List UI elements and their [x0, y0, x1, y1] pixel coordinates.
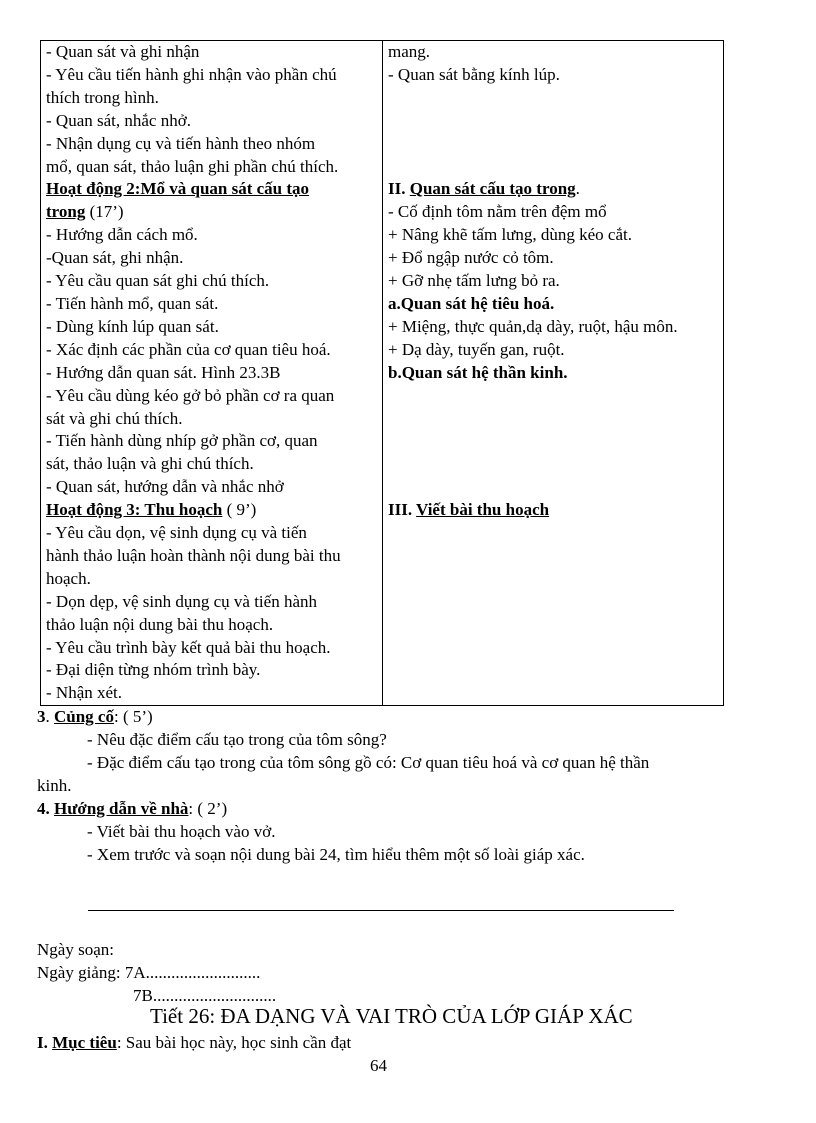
- activity-line: [46, 568, 378, 591]
- paragraph-line: [37, 1033, 351, 1053]
- text-run: + Miệng, thực quản,dạ dày, ruột, hậu môn.: [388, 316, 678, 336]
- text-run: (17’): [85, 202, 124, 222]
- content-line: [388, 682, 719, 705]
- content-line: [388, 637, 719, 660]
- text-run: b.Quan sát hệ thần kinh.: [388, 362, 568, 382]
- text-run: Quan sát cấu tạo trong: [409, 179, 576, 199]
- teacher-student-activities-cell: [41, 41, 383, 706]
- text-run: + Đổ ngập nước cỏ tôm.: [388, 248, 554, 268]
- activity-line: [46, 178, 378, 201]
- text-run: + Gỡ nhẹ tấm lưng bỏ ra.: [388, 271, 560, 291]
- text-run: thảo luận nội dung bài thu hoạch.: [46, 614, 274, 634]
- paragraph-line: [37, 963, 260, 983]
- text-run: : ( 2’): [188, 799, 228, 818]
- text-run: thích trong hình.: [46, 87, 159, 107]
- content-line: [388, 659, 719, 682]
- text-run: - Quan sát và ghi nhận: [46, 42, 200, 61]
- text-run: trong: [46, 202, 86, 222]
- paragraph-line: [37, 799, 227, 819]
- table-row: [41, 41, 724, 706]
- text-run: - Nhận xét.: [46, 683, 123, 703]
- activity-line: [46, 362, 378, 385]
- activity-line: [46, 224, 378, 247]
- text-run: sát và ghi chú thích.: [46, 408, 183, 428]
- content-line: [388, 270, 719, 293]
- text-run: 7B.............................: [133, 986, 277, 1005]
- activity-line: [46, 247, 378, 270]
- content-line: [388, 224, 719, 247]
- text-run: I.: [37, 1033, 53, 1052]
- text-run: - Yêu cầu quan sát ghi chú thích.: [46, 271, 270, 291]
- text-run: Hướng dẫn về nhà: [54, 799, 189, 818]
- text-run: Củng cố: [54, 707, 114, 726]
- text-run: - Viết bài thu hoạch vào vở.: [87, 822, 276, 841]
- activity-line: [46, 682, 378, 705]
- text-run: : Sau bài học này, học sinh cần đạt: [116, 1033, 352, 1052]
- activity-line: [46, 659, 378, 682]
- text-run: hoạch.: [46, 568, 91, 588]
- activity-line: [46, 385, 378, 408]
- text-run: - Yêu cầu dọn, vệ sinh dụng cụ và tiến: [46, 523, 307, 543]
- text-run: - Yêu cầu tiến hành ghi nhận vào phần chú: [46, 64, 337, 84]
- text-run: - Quan sát bằng kính lúp.: [388, 64, 560, 84]
- activity-line: [46, 339, 378, 362]
- activity-line: [46, 293, 378, 316]
- paragraph-line: [37, 753, 649, 773]
- text-run: - Hướng dẫn quan sát. Hình 23.3B: [46, 362, 281, 382]
- content-line: [388, 339, 719, 362]
- text-run: - Quan sát, nhắc nhở.: [46, 110, 191, 130]
- text-run: - Dùng kính lúp quan sát.: [46, 316, 219, 336]
- activity-line: [46, 591, 378, 614]
- activity-line: [46, 545, 378, 568]
- text-run: .: [45, 707, 54, 726]
- activity-line: [46, 430, 378, 453]
- text-run: Hoạt động 2:Mổ và quan sát cấu tạo: [46, 179, 310, 199]
- activity-line: [46, 64, 378, 87]
- content-line: [388, 522, 719, 545]
- text-run: - Dọn dẹp, vệ sinh dụng cụ và tiến hành: [46, 591, 317, 611]
- text-run: hành thảo luận hoàn thành nội dung bài thu: [46, 545, 341, 565]
- text-run: - Đặc điểm cấu tạo trong của tôm sông gồ có: Cơ quan tiêu hoá và cơ quan hệ thần: [87, 753, 650, 772]
- activity-line: [46, 201, 378, 224]
- content-line: [388, 293, 719, 316]
- text-run: II.: [388, 179, 410, 199]
- activity-line: [46, 637, 378, 660]
- text-run: - Đại diện từng nhóm trình bày.: [46, 660, 261, 680]
- text-run: Mục tiêu: [52, 1033, 117, 1052]
- activity-line: [46, 453, 378, 476]
- text-run: - Xem trước và soạn nội dung bài 24, tìm hiểu thêm một số loài giáp xác.: [87, 845, 585, 864]
- text-run: - Xác định các phần của cơ quan tiêu hoá.: [46, 339, 331, 359]
- text-run: - Yêu cầu trình bày kết quả bài thu hoạch.: [46, 637, 331, 657]
- content-line: [388, 385, 719, 408]
- text-run: - Hướng dẫn cách mổ.: [46, 225, 198, 245]
- text-run: : ( 5’): [113, 707, 153, 726]
- text-run: mang.: [388, 42, 431, 61]
- text-run: kinh.: [37, 776, 72, 795]
- content-line: [388, 178, 719, 201]
- content-line: [388, 408, 719, 431]
- text-run: - Tiến hành mổ, quan sát.: [46, 293, 219, 313]
- content-line: [388, 453, 719, 476]
- text-run: III.: [388, 500, 417, 520]
- activity-line: [46, 110, 378, 133]
- text-run: - Tiến hành dùng nhíp gở phần cơ, quan: [46, 431, 318, 451]
- content-line: [388, 156, 719, 179]
- content-line: [388, 133, 719, 156]
- content-line: [388, 476, 719, 499]
- content-line: [388, 316, 719, 339]
- section-divider: [88, 910, 674, 911]
- activity-line: [46, 87, 378, 110]
- activity-line: [46, 270, 378, 293]
- activity-line: [46, 476, 378, 499]
- content-line: [388, 247, 719, 270]
- activity-line: [46, 316, 378, 339]
- text-run: -Quan sát, ghi nhận.: [46, 248, 184, 268]
- text-run: ( 9’): [222, 500, 257, 520]
- lesson-title: Tiết 26: ĐA DẠNG VÀ VAI TRÒ CỦA LỚP GIÁP XÁC: [150, 1004, 633, 1028]
- activity-line: [46, 133, 378, 156]
- content-line: [388, 430, 719, 453]
- activity-line: [46, 156, 378, 179]
- content-line: [388, 499, 719, 522]
- paragraph-line: [37, 845, 585, 865]
- text-run: a.Quan sát hệ tiêu hoá.: [388, 293, 555, 313]
- paragraph-line: [37, 707, 153, 727]
- paragraph-line: [37, 776, 71, 796]
- content-line: [388, 362, 719, 385]
- content-cell: [383, 41, 724, 706]
- activity-line: [46, 499, 378, 522]
- text-run: + Nâng khẽ tấm lưng, dùng kéo cắt.: [388, 225, 632, 245]
- text-run: mổ, quan sát, thảo luận ghi phần chú thích.: [46, 156, 339, 176]
- content-line: [388, 41, 719, 64]
- paragraph-line: [37, 986, 276, 1006]
- text-run: Viết bài thu hoạch: [416, 500, 550, 520]
- content-line: [388, 591, 719, 614]
- lesson-table: [40, 40, 724, 706]
- text-run: Hoạt động 3: Thu hoạch: [46, 500, 223, 520]
- content-line: [388, 87, 719, 110]
- content-line: [388, 568, 719, 591]
- text-run: sát, thảo luận và ghi chú thích.: [46, 454, 254, 474]
- text-run: - Nhận dụng cụ và tiến hành theo nhóm: [46, 133, 316, 153]
- text-run: - Nêu đặc điểm cấu tạo trong của tôm sông?: [87, 730, 387, 749]
- text-run: 3: [37, 707, 46, 726]
- text-run: - Quan sát, hướng dẫn và nhắc nhở: [46, 477, 284, 497]
- text-run: - Yêu cầu dùng kéo gở bỏ phần cơ ra quan: [46, 385, 335, 405]
- content-line: [388, 614, 719, 637]
- text-run: 4.: [37, 799, 54, 818]
- text-run: + Dạ dày, tuyến gan, ruột.: [388, 339, 565, 359]
- activity-line: [46, 41, 378, 64]
- content-line: [388, 201, 719, 224]
- paragraph-line: [37, 730, 387, 750]
- content-line: [388, 545, 719, 568]
- paragraph-line: [37, 940, 114, 960]
- activity-line: [46, 522, 378, 545]
- paragraph-line: [37, 822, 275, 842]
- text-run: Ngày soạn:: [37, 940, 114, 959]
- content-line: [388, 110, 719, 133]
- activity-line: [46, 408, 378, 431]
- activity-line: [46, 614, 378, 637]
- text-run: - Cố định tôm nằm trên đệm mổ: [388, 202, 607, 222]
- content-line: [388, 64, 719, 87]
- text-run: Ngày giảng: 7A...........................: [37, 963, 261, 982]
- text-run: .: [575, 179, 580, 199]
- page-number: 64: [370, 1056, 387, 1075]
